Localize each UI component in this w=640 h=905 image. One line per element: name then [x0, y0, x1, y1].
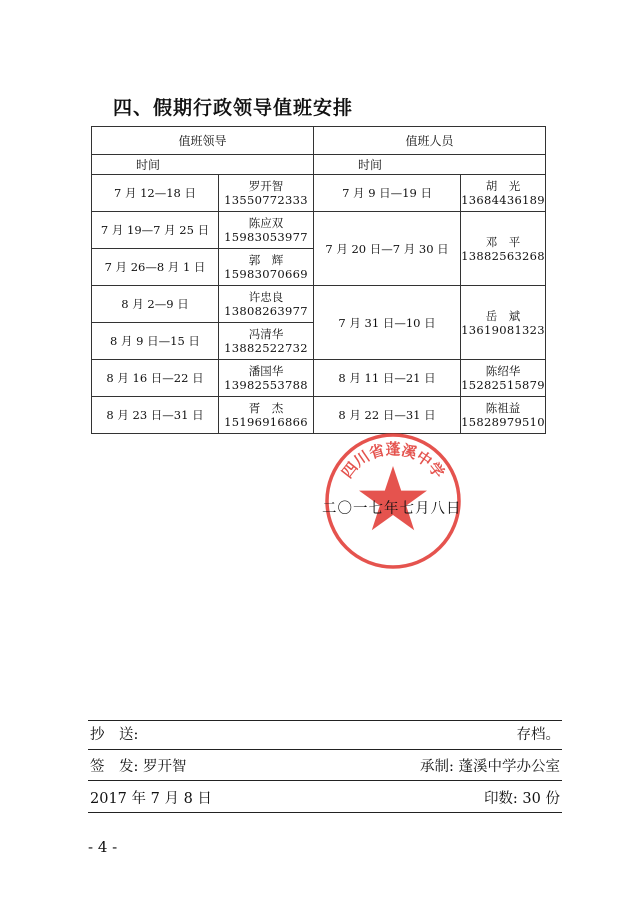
- leader-name: 胥 杰: [248, 401, 284, 415]
- staff-phone: 13882563268: [461, 248, 545, 263]
- footer-divider: [88, 720, 562, 721]
- staff-name: 陈绍华: [485, 364, 521, 378]
- table-row: [92, 212, 546, 249]
- leader-cell: [219, 175, 314, 212]
- leader-cell: [219, 397, 314, 434]
- leaders-time-label: 时间: [92, 155, 314, 175]
- leader-phone: 13550772333: [224, 193, 308, 207]
- staff-period: 7 月 20 日—7 月 30 日: [314, 212, 461, 286]
- staff-time-label: 时间: [314, 155, 546, 175]
- cc-label: 抄 送:: [90, 727, 139, 743]
- copies-count: 印数: 30 份: [483, 791, 560, 807]
- leader-cell: [219, 212, 314, 249]
- table-row: [92, 397, 546, 434]
- footer-divider: [88, 780, 562, 781]
- leader-name: 许忠良: [248, 290, 284, 304]
- staff-name: 陈祖益: [485, 401, 521, 415]
- signature-date: 二〇一七年七月八日: [322, 501, 462, 517]
- staff-phone: 15282515879: [461, 378, 545, 392]
- leader-period: 8 月 2—9 日: [92, 286, 219, 323]
- table-row: [92, 175, 546, 212]
- leader-cell: [219, 323, 314, 360]
- leader-period: 7 月 26—8 月 1 日: [92, 249, 219, 286]
- leader-phone: 13882522732: [224, 341, 308, 355]
- leader-cell: [219, 249, 314, 286]
- leader-name: 潘国华: [248, 364, 284, 378]
- leader-phone: 13808263977: [224, 304, 308, 318]
- staff-phone: 13619081323: [461, 322, 545, 337]
- leader-phone: 13982553788: [224, 378, 308, 392]
- staff-phone: 13684436189: [461, 193, 545, 207]
- prepared-by-text: 承制: 蓬溪中学办公室: [420, 759, 560, 775]
- staff-phone: 15828979510: [461, 415, 545, 429]
- footer-divider: [88, 749, 562, 750]
- leader-period: 8 月 16 日—22 日: [92, 360, 219, 397]
- leader-period: 7 月 19—7 月 25 日: [92, 212, 219, 249]
- table-subheader-row: [92, 155, 546, 175]
- staff-cell: [461, 175, 546, 212]
- signer-text: 签 发: 罗开智: [90, 759, 187, 775]
- table-row: [92, 360, 546, 397]
- page-number: - 4 -: [88, 838, 118, 856]
- staff-period: 8 月 11 日—21 日: [314, 360, 461, 397]
- staff-name: 邓 平: [485, 234, 521, 249]
- leader-name: 郭 辉: [248, 253, 284, 267]
- leader-period: 8 月 9 日—15 日: [92, 323, 219, 360]
- leader-cell: [219, 360, 314, 397]
- duty-schedule-table: [91, 126, 546, 434]
- leader-period: 8 月 23 日—31 日: [92, 397, 219, 434]
- issue-date: 2017 年 7 月 8 日: [90, 791, 212, 807]
- leader-period: 7 月 12—18 日: [92, 175, 219, 212]
- archive-text: 存档。: [516, 727, 560, 743]
- staff-period: 7 月 31 日—10 日: [314, 286, 461, 360]
- leader-cell: [219, 286, 314, 323]
- leaders-header: 值班领导: [92, 127, 314, 155]
- leader-name: 陈应双: [248, 216, 284, 230]
- leader-name: 罗开智: [248, 179, 284, 193]
- staff-name: 胡 光: [485, 179, 521, 193]
- seal-arc-text: 四川省蓬溪中学: [338, 440, 448, 482]
- staff-cell: [461, 397, 546, 434]
- table-header-row: [92, 127, 546, 155]
- leader-phone: 15983053977: [224, 230, 308, 244]
- footer-divider: [88, 812, 562, 813]
- leader-phone: 15983070669: [224, 267, 308, 281]
- leader-name: 冯清华: [248, 327, 284, 341]
- staff-header: 值班人员: [314, 127, 546, 155]
- leader-phone: 15196916866: [224, 415, 308, 429]
- section-heading: 四、假期行政领导值班安排: [113, 97, 354, 119]
- staff-cell: [461, 360, 546, 397]
- staff-period: 8 月 22 日—31 日: [314, 397, 461, 434]
- staff-cell: [461, 286, 546, 360]
- staff-name: 岳 斌: [485, 308, 521, 323]
- table-row: [92, 286, 546, 323]
- staff-cell: [461, 212, 546, 286]
- staff-period: 7 月 9 日—19 日: [314, 175, 461, 212]
